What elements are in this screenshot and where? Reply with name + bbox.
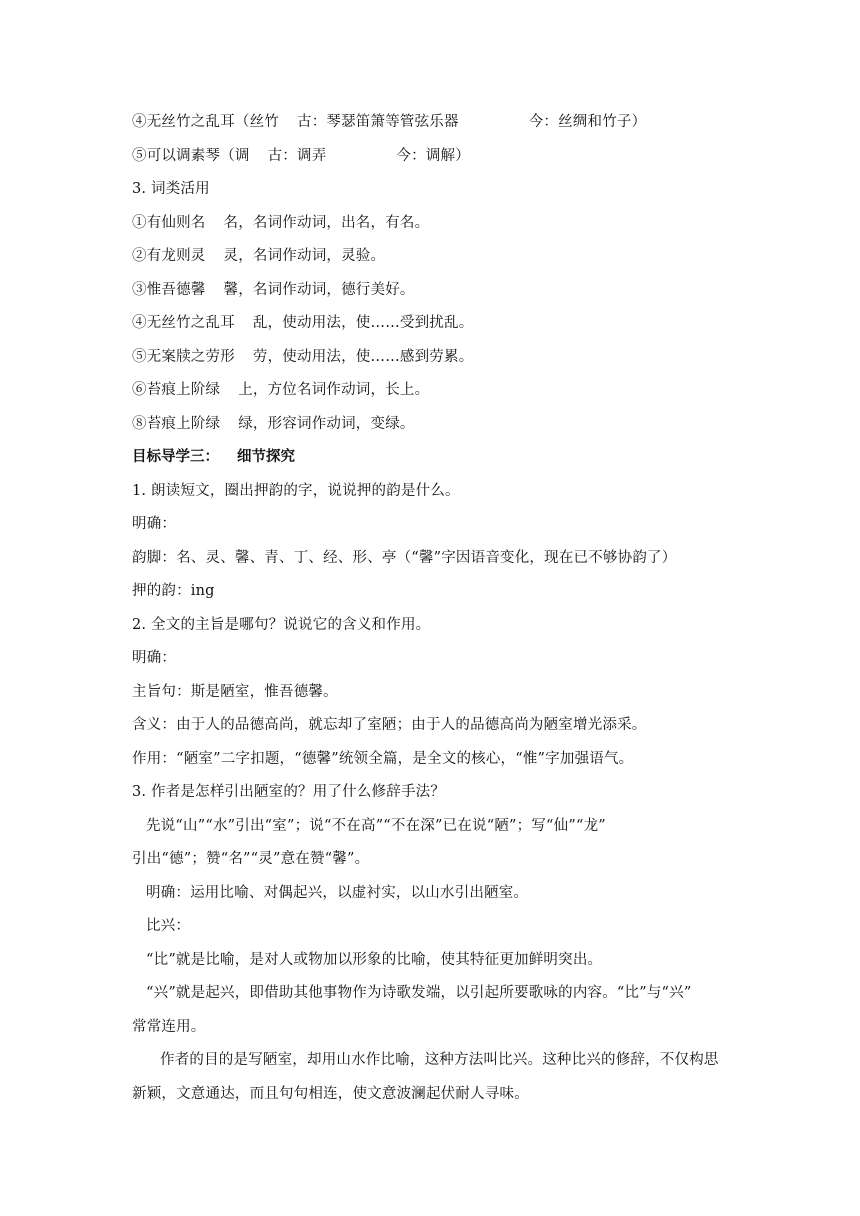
word-class-item-1-explain: 名，名词作动词，出名，有名。 (223, 214, 430, 231)
rhyme-sound: 押的韵：ing (132, 583, 215, 599)
line-tiao-ancient: 古：调弄 (267, 147, 327, 164)
answer-label-1: 明确： (132, 516, 177, 532)
word-class-item-2-explain: 灵，名词作动词，灵验。 (223, 248, 386, 264)
section-title-word-class: 3. 词类活用 (132, 181, 210, 197)
theme-meaning: 含义：由于人的品德高尚，就忘却了室陋；由于人的品德高尚为陋室增光添采。 (132, 717, 647, 733)
word-class-item-4-phrase: ④无丝竹之乱耳 (132, 315, 235, 331)
xing-definition-line-2: 常常连用。 (132, 1018, 206, 1035)
bi-definition: “比”就是比喻，是对人或物加以形象的比喻，使其特征更加鲜明突出。 (146, 951, 603, 968)
question-2: 2. 全文的主旨是哪句？说说它的含义和作用。 (132, 616, 431, 633)
bixing-label: 比兴： (146, 918, 191, 934)
word-class-item-4 (132, 307, 732, 341)
word-class-item-2 (132, 240, 732, 274)
word-class-item-1 (132, 207, 732, 241)
rhyme-words: 韵脚：名、灵、馨、青、丁、经、形、亭（“馨”字因语音变化，现在已不够协韵了） (132, 549, 677, 566)
word-class-item-8-phrase: ⑧苔痕上阶绿 (132, 415, 221, 432)
word-class-item-5-explain: 劳，使动用法，使……感到劳累。 (252, 348, 474, 365)
word-class-item-8 (132, 408, 732, 442)
word-class-item-5 (132, 341, 732, 375)
theme-sentence: 主旨句：斯是陋室，惟吾德馨。 (132, 683, 338, 700)
section-heading-goal-3-title: 细节探究 (237, 449, 295, 465)
paragraph-intro-line-1: 先说“山”“水”引出“室”；说“不在高”“不在深”已在说“陋”；写“仙”“龙” (146, 817, 606, 834)
word-class-item-5-phrase: ⑤无案牍之劳形 (132, 348, 235, 365)
word-class-item-3 (132, 274, 732, 308)
theme-function: 作用：“陋室”二字扣题，“德馨”统领全篇，是全文的核心，“惟”字加强语气。 (132, 750, 634, 767)
paragraph-intro-line-2: 引出“德”；赞“名”“灵”意在赞“馨”。 (132, 851, 370, 867)
word-class-item-4-explain: 乱，使动用法，使……受到扰乱。 (252, 315, 474, 331)
line-sizhu-ancient: 古：琴瑟笛箫等管弦乐器 (297, 114, 459, 130)
word-class-item-1-phrase: ①有仙则名 (132, 214, 206, 231)
word-class-item-3-explain: 馨，名词作动词，德行美好。 (223, 281, 415, 298)
line-sizhu (132, 106, 732, 140)
word-class-item-6-phrase: ⑥苔痕上阶绿 (132, 382, 221, 398)
document-body (132, 106, 732, 1111)
word-class-item-3-phrase: ③惟吾德馨 (132, 281, 206, 298)
word-class-item-6 (132, 374, 732, 408)
line-sizhu-term: ④无丝竹之乱耳（丝竹 (132, 114, 279, 130)
xing-definition-line-1: “兴”就是起兴，即借助其他事物作为诗歌发端，以引起所要歌咏的内容。“比”与“兴” (146, 985, 692, 1001)
answer-label-2: 明确： (132, 650, 177, 666)
word-class-item-2-phrase: ②有龙则灵 (132, 248, 206, 264)
section-heading-goal-3 (132, 441, 732, 475)
question-3: 3. 作者是怎样引出陋室的？用了什么修辞手法？ (132, 784, 446, 800)
author-purpose-line-2: 新颖，文意通达，而且句句相连，使文意波澜起伏耐人寻味。 (132, 1085, 529, 1102)
author-purpose-line-1: 作者的目的是写陋室，却用山水作比喻，这种方法叫比兴。这种比兴的修辞，不仅构思 (160, 1052, 719, 1068)
section-heading-goal-3-label: 目标导学三： (132, 449, 219, 465)
word-class-item-6-explain: 上，方位名词作动词，长上。 (238, 382, 430, 398)
question-1: 1. 朗读短文，圈出押韵的字，说说押的韵是什么。 (132, 482, 460, 499)
line-tiao-term: ⑤可以调素琴（调 (132, 147, 250, 164)
line-tiao-modern: 今：调解） (396, 147, 470, 164)
word-class-item-8-explain: 绿，形容词作动词，变绿。 (238, 415, 415, 432)
answer-3: 明确：运用比喻、对偶起兴，以虚衬实，以山水引出陋室。 (146, 884, 529, 901)
line-sizhu-modern: 今：丝绸和竹子） (528, 114, 647, 130)
line-tiao (132, 140, 732, 174)
